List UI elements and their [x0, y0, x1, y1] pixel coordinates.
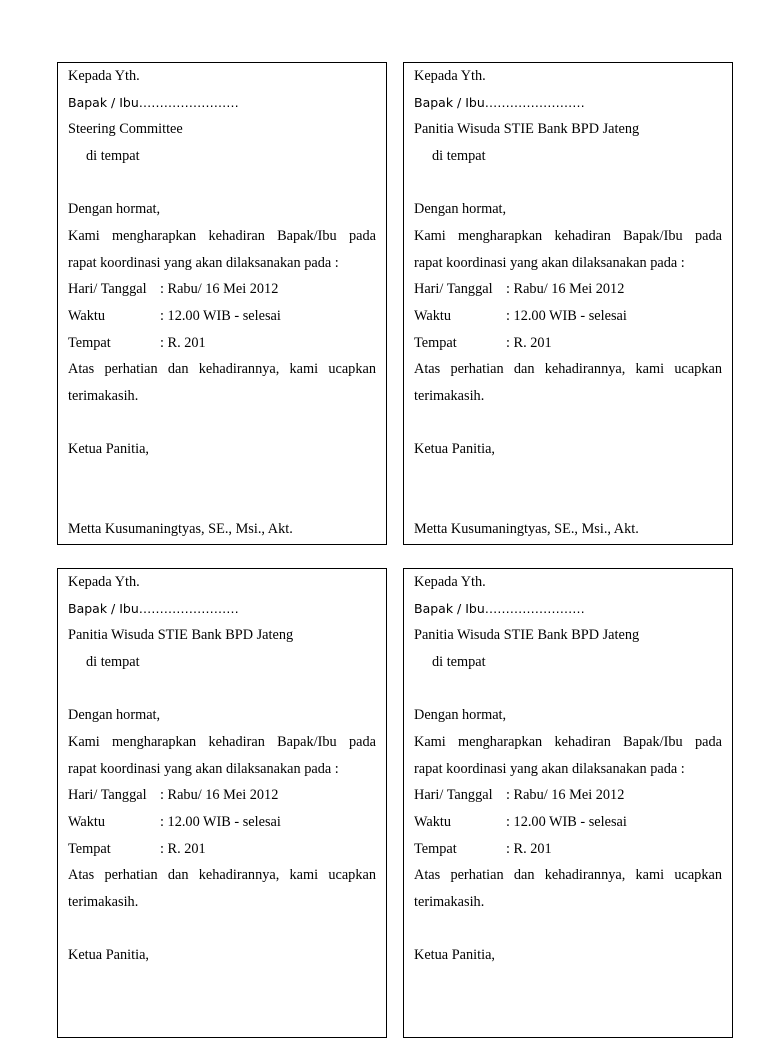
word: mengharapkan	[112, 228, 197, 244]
salutation: Dengan hormat,	[414, 201, 507, 217]
location-row	[68, 840, 376, 858]
body-line-1	[68, 227, 376, 245]
word: Kami	[414, 734, 446, 750]
closing-line-1	[68, 866, 376, 884]
time-row	[414, 307, 722, 325]
location-value: : R. 201	[506, 841, 552, 857]
closing-line-1	[68, 360, 376, 378]
word: Kami	[414, 228, 446, 244]
word: kami	[289, 361, 319, 377]
location-label: Tempat	[414, 335, 457, 351]
organization: Steering Committee	[68, 121, 183, 137]
body-line-1	[68, 733, 376, 751]
time-label: Waktu	[68, 308, 105, 324]
word: kami	[635, 867, 665, 883]
location-row	[68, 334, 376, 352]
addressee-line	[68, 600, 376, 618]
word: kehadiran	[554, 734, 611, 750]
word: perhatian	[450, 361, 504, 377]
word: Atas	[414, 361, 441, 377]
addressee-dots: ……………………	[138, 95, 239, 110]
location-value: : R. 201	[160, 335, 206, 351]
body-line-2: rapat koordinasi yang akan dilaksanakan pada :	[414, 255, 685, 271]
date-row	[414, 280, 722, 298]
addressee-prefix: Bapak / Ibu	[414, 601, 485, 616]
addressee-line	[414, 94, 722, 112]
place: di tempat	[432, 148, 486, 164]
closing-line-1	[414, 866, 722, 884]
time-label: Waktu	[414, 814, 451, 830]
location-value: : R. 201	[160, 841, 206, 857]
date-row	[68, 280, 376, 298]
word: ucapkan	[674, 361, 722, 377]
greeting: Kepada Yth.	[68, 68, 140, 84]
closing-line-2: terimakasih.	[414, 388, 485, 404]
time-row	[68, 813, 376, 831]
word: kami	[289, 867, 319, 883]
addressee-line	[414, 600, 722, 618]
date-label: Hari/ Tanggal	[414, 787, 493, 803]
word: kehadirannya,	[198, 867, 280, 883]
location-value: : R. 201	[506, 335, 552, 351]
addressee-line	[68, 94, 376, 112]
date-row	[414, 786, 722, 804]
signature-title: Ketua Panitia,	[68, 947, 149, 963]
place: di tempat	[432, 654, 486, 670]
word: Atas	[68, 867, 95, 883]
word: kehadirannya,	[544, 361, 626, 377]
word: kehadirannya,	[544, 867, 626, 883]
addressee-prefix: Bapak / Ibu	[68, 95, 139, 110]
word: dan	[167, 361, 189, 377]
word: Atas	[414, 867, 441, 883]
word: ucapkan	[328, 361, 376, 377]
body-line-2: rapat koordinasi yang akan dilaksanakan pada :	[68, 255, 339, 271]
word: Atas	[68, 361, 95, 377]
word: pada	[694, 734, 722, 750]
body-line-1	[414, 227, 722, 245]
addressee-prefix: Bapak / Ibu	[68, 601, 139, 616]
word: perhatian	[104, 867, 158, 883]
time-row	[414, 813, 722, 831]
date-label: Hari/ Tanggal	[68, 787, 147, 803]
word: dan	[513, 361, 535, 377]
word: dan	[167, 867, 189, 883]
word: Bapak/Ibu	[277, 734, 337, 750]
word: pada	[348, 228, 376, 244]
time-value: : 12.00 WIB - selesai	[506, 814, 627, 830]
invitation-card-2	[403, 62, 733, 545]
organization: Panitia Wisuda STIE Bank BPD Jateng	[414, 627, 640, 643]
signature-name: Metta Kusumaningtyas, SE., Msi., Akt.	[414, 521, 639, 537]
addressee-prefix: Bapak / Ibu	[414, 95, 485, 110]
word: mengharapkan	[458, 734, 543, 750]
word: dan	[513, 867, 535, 883]
time-row	[68, 307, 376, 325]
date-value: : Rabu/ 16 Mei 2012	[160, 281, 279, 297]
body-line-2: rapat koordinasi yang akan dilaksanakan pada :	[414, 761, 685, 777]
date-value: : Rabu/ 16 Mei 2012	[506, 281, 625, 297]
addressee-dots: ……………………	[484, 95, 585, 110]
invitation-card-4	[403, 568, 733, 1038]
word: kehadirannya,	[198, 361, 280, 377]
place: di tempat	[86, 148, 140, 164]
organization: Panitia Wisuda STIE Bank BPD Jateng	[68, 627, 294, 643]
date-label: Hari/ Tanggal	[414, 281, 493, 297]
addressee-dots: ……………………	[484, 601, 585, 616]
signature-title: Ketua Panitia,	[414, 947, 495, 963]
word: kehadiran	[208, 228, 265, 244]
salutation: Dengan hormat,	[68, 201, 161, 217]
time-value: : 12.00 WIB - selesai	[160, 814, 281, 830]
word: pada	[348, 734, 376, 750]
word: ucapkan	[328, 867, 376, 883]
signature-title: Ketua Panitia,	[68, 441, 149, 457]
date-label: Hari/ Tanggal	[68, 281, 147, 297]
closing-line-2: terimakasih.	[68, 388, 139, 404]
location-label: Tempat	[68, 335, 111, 351]
salutation: Dengan hormat,	[414, 707, 507, 723]
date-value: : Rabu/ 16 Mei 2012	[506, 787, 625, 803]
closing-line-1	[414, 360, 722, 378]
location-row	[414, 334, 722, 352]
signature-title: Ketua Panitia,	[414, 441, 495, 457]
word: kami	[635, 361, 665, 377]
location-row	[414, 840, 722, 858]
body-line-1	[414, 733, 722, 751]
signature-name: Metta Kusumaningtyas, SE., Msi., Akt.	[68, 521, 293, 537]
addressee-dots: ……………………	[138, 601, 239, 616]
closing-line-2: terimakasih.	[414, 894, 485, 910]
time-label: Waktu	[68, 814, 105, 830]
greeting: Kepada Yth.	[414, 574, 486, 590]
word: mengharapkan	[458, 228, 543, 244]
invitation-card-1	[57, 62, 387, 545]
location-label: Tempat	[68, 841, 111, 857]
word: kehadiran	[208, 734, 265, 750]
word: Kami	[68, 734, 100, 750]
word: pada	[694, 228, 722, 244]
word: Bapak/Ibu	[277, 228, 337, 244]
word: mengharapkan	[112, 734, 197, 750]
invitation-card-3	[57, 568, 387, 1038]
date-value: : Rabu/ 16 Mei 2012	[160, 787, 279, 803]
word: kehadiran	[554, 228, 611, 244]
word: Bapak/Ibu	[623, 228, 683, 244]
greeting: Kepada Yth.	[414, 68, 486, 84]
date-row	[68, 786, 376, 804]
place: di tempat	[86, 654, 140, 670]
organization: Panitia Wisuda STIE Bank BPD Jateng	[414, 121, 640, 137]
location-label: Tempat	[414, 841, 457, 857]
word: perhatian	[104, 361, 158, 377]
time-label: Waktu	[414, 308, 451, 324]
time-value: : 12.00 WIB - selesai	[160, 308, 281, 324]
word: perhatian	[450, 867, 504, 883]
salutation: Dengan hormat,	[68, 707, 161, 723]
body-line-2: rapat koordinasi yang akan dilaksanakan pada :	[68, 761, 339, 777]
time-value: : 12.00 WIB - selesai	[506, 308, 627, 324]
word: Bapak/Ibu	[623, 734, 683, 750]
word: ucapkan	[674, 867, 722, 883]
greeting: Kepada Yth.	[68, 574, 140, 590]
closing-line-2: terimakasih.	[68, 894, 139, 910]
word: Kami	[68, 228, 100, 244]
